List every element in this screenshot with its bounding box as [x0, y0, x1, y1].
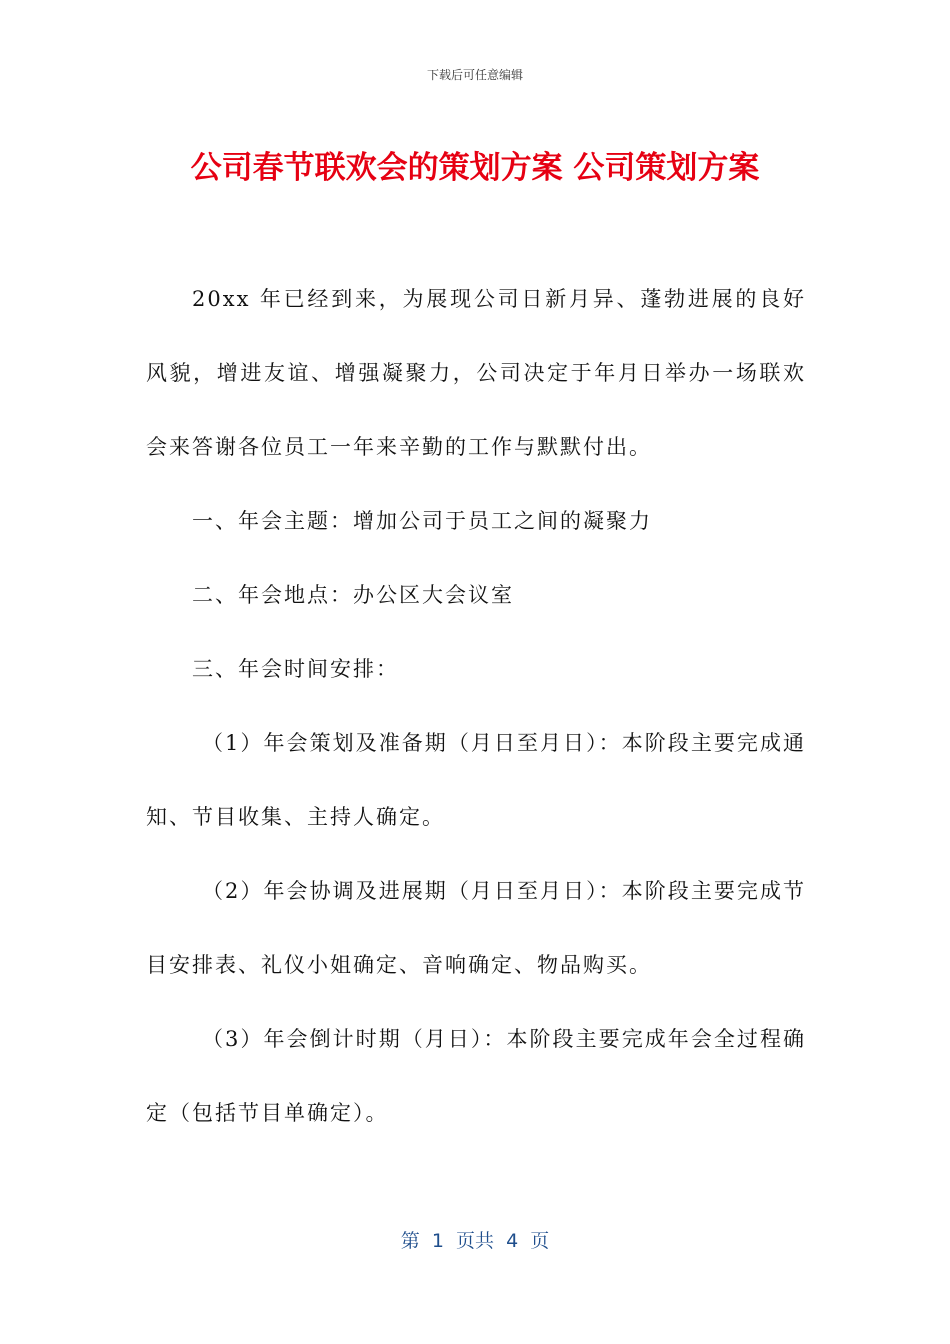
section-schedule: 三、年会时间安排：	[192, 657, 399, 681]
section-location: 二、年会地点：办公区大会议室	[192, 583, 514, 607]
page-number-footer	[0, 1226, 950, 1253]
schedule-item-1: （1）年会策划及准备期（月日至月日）：本阶段主要完成通知、节目收集、主持人确定。	[146, 731, 806, 829]
document-body	[146, 262, 806, 1150]
schedule-item-2: （2）年会协调及进展期（月日至月日）：本阶段主要完成节目安排表、礼仪小姐确定、音响确定、物品购买。	[146, 879, 806, 977]
section-theme: 一、年会主题：增加公司于员工之间的凝聚力	[192, 509, 652, 533]
schedule-item-3: （3）年会倒计时期（月日）：本阶段主要完成年会全过程确定（包括节目单确定）。	[146, 1027, 806, 1125]
page-number-label: 第 1 页共 4 页	[400, 1230, 550, 1252]
header-note: 下载后可任意编辑	[426, 68, 523, 82]
document-title: 公司春节联欢会的策划方案 公司策划方案	[190, 150, 760, 186]
intro-paragraph: 20xx 年已经到来，为展现公司日新月异、蓬勃进展的良好风貌，增进友谊、增强凝聚力，公司决定于年月日举办一场联欢会来答谢各位员工一年来辛勤的工作与默默付出。	[146, 287, 806, 459]
